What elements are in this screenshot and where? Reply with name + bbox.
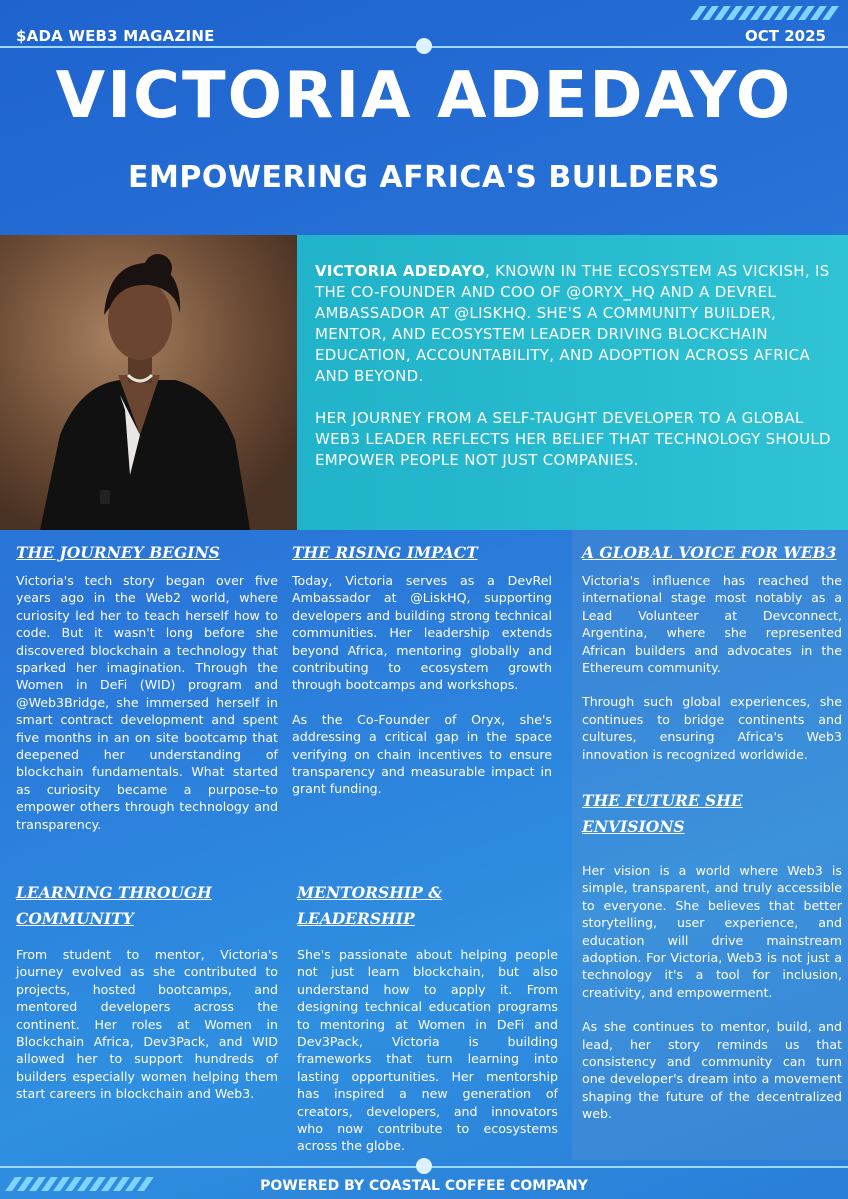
section-heading: A GLOBAL VOICE FOR WEB3 — [582, 543, 837, 562]
intro-paragraph-2: HER JOURNEY FROM A SELF-TAUGHT DEVELOPER TO A GLOBAL WEB3 LEADER REFLECTS HER BELIEF THAT TECHNOLOGY SHOULD EMPOWER PEOPLE NOT JUST COMPANIES. — [315, 409, 831, 469]
section-global-voice — [582, 540, 842, 763]
magazine-name: $ADA WEB3 MAGAZINE — [16, 27, 215, 45]
section-future — [582, 788, 842, 1123]
section-journey — [16, 540, 278, 833]
page-title: VICTORIA ADEDAYO — [55, 59, 793, 133]
section-body: Today, Victoria serves as a DevRel Ambassador at @LiskHQ, supporting developers and building strong technical communities. Her leadership extends beyond Africa, mentoring globally and contributing to ecosystem growth through bootcamps and workshops. — [292, 573, 552, 693]
intro-paragraph-1 — [315, 261, 835, 387]
section-body: She's passionate about helping people not just learn blockchain, but also understand how to apply it. From designing technical education programs to mentoring at Women in DeFi and Dev3Pack, Victoria is building frameworks that turn learning into lasting opportunities. Her mentorship has inspired a new generation of creators, developers, and innovators who now contribute to ecosystems across the globe. — [297, 947, 558, 1154]
intro-name-lead: VICTORIA ADEDAYO — [315, 262, 485, 280]
section-body: Through such global experiences, she continues to bridge continents and cultures, ensuring Africa's Web3 innovation is recognized worldwide. — [582, 694, 842, 762]
section-heading-line-2: ENVISIONS — [582, 817, 685, 836]
intro-paragraph-1-body: , KNOWN IN THE ECOSYSTEM AS VICKISH, IS THE CO-FOUNDER AND COO OF @ORYX_HQ AND A DEVREL AMBASSADOR AT @LISKHQ. SHE'S A COMMUNITY BUILDER, MENTOR, AND ECOSYSTEM LEADER DRIVING BLOCKCHAIN EDUCATION, ACCOUNTABILITY, AND ADOPTION ACROSS AFRICA AND BEYOND. — [315, 262, 830, 385]
top-dot-decoration — [416, 38, 432, 54]
section-body: Victoria's influence has reached the international stage most notably as a Lead Volunteer at Devconnect, Argentina, where she represented African builders and advocates in the Ethereum community. — [582, 573, 842, 676]
section-heading-line-1: THE FUTURE SHE — [582, 791, 743, 810]
section-heading-line-2: LEADERSHIP — [297, 909, 415, 928]
section-body: Victoria's tech story began over five years ago in the Web2 world, where curiosity led her to teach herself how to code. But it wasn't long before she discovered blockchain a technology that sparked her imagination. Through the Women in DeFi (WID) program and @Web3Bridge, she immersed herself in smart contract development and spent five months in an on site bootcamp that deepened her understanding of blockchain fundamentals. What started as curiosity became a purpose–to empower others through technology and transparency. — [16, 573, 278, 832]
bottom-dot-decoration — [416, 1158, 432, 1174]
section-learning — [16, 880, 278, 1103]
section-heading-line-1: LEARNING THROUGH — [16, 883, 212, 902]
top-stripes-decoration — [695, 6, 834, 20]
section-heading-line-1: MENTORSHIP & — [297, 883, 443, 902]
intro-panel — [297, 235, 848, 530]
section-body: Her vision is a world where Web3 is simple, transparent, and truly accessible to everyone. She believes that better storytelling, user experience, and education will drive mainstream adoption. For Victoria, Web3 is not just a technology it's a tool for inclusion, creativity, and empowerment. — [582, 863, 842, 1000]
section-body: As the Co-Founder of Oryx, she's addressing a critical gap in the space verifying on chain incentives to ensure transparency and measurable impact in grant funding. — [292, 711, 552, 797]
section-heading: THE JOURNEY BEGINS — [16, 543, 220, 562]
page-subtitle: EMPOWERING AFRICA'S BUILDERS — [128, 160, 720, 195]
portrait-photo — [0, 235, 297, 530]
section-heading: THE RISING IMPACT — [292, 543, 478, 562]
section-rising-impact — [292, 540, 552, 798]
intro-text — [315, 261, 835, 492]
section-body: From student to mentor, Victoria's journey evolved as she contributed to projects, hosted bootcamps, and mentored developers across the continent. Her roles at Women in Blockchain Africa, Dev3Pack, and WID allowed her to support hundreds of builders especially women helping them start careers in blockchain and Web3. — [16, 947, 278, 1102]
issue-date: OCT 2025 — [745, 27, 826, 45]
section-mentorship — [297, 880, 558, 1155]
section-heading-line-2: COMMUNITY — [16, 909, 134, 928]
section-body: As she continues to mentor, build, and lead, her story reminds us that consistency and community can turn one developer's dream into a movement shaping the future of the decentralized web. — [582, 1019, 842, 1122]
footer-credit: POWERED BY COASTAL COFFEE COMPANY — [260, 1178, 588, 1194]
